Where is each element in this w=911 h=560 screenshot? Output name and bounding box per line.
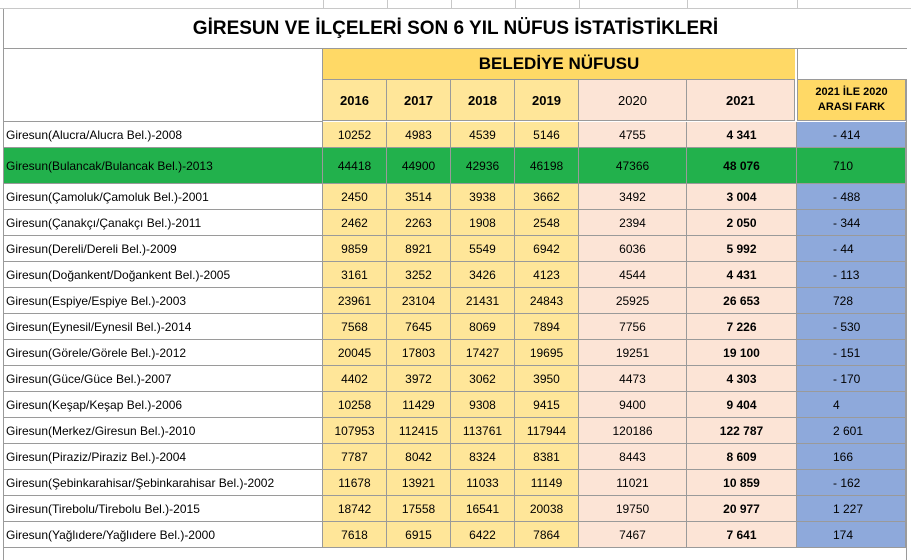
sheet-title[interactable]: GİRESUN VE İLÇELERİ SON 6 YIL NÜFUS İSTATİSTİKLERİ xyxy=(4,9,907,49)
column-divider xyxy=(323,0,324,8)
column-divider xyxy=(687,0,688,8)
value-cell-2021[interactable]: 3 004 xyxy=(687,184,797,210)
value-cell-2020[interactable]: 6036 xyxy=(579,236,687,262)
value-cell-2018[interactable]: 16541 xyxy=(451,496,515,522)
district-name-cell[interactable]: Giresun(Doğankent/Doğankent Bel.)-2005 xyxy=(4,262,323,288)
district-name-cell[interactable]: Giresun(Çanakçı/Çanakçı Bel.)-2011 xyxy=(4,210,323,236)
column-divider xyxy=(579,0,580,8)
diff-cell[interactable]: 2 601 xyxy=(797,418,906,444)
value-cell-2016[interactable]: 11678 xyxy=(323,470,387,496)
value-cell-2016[interactable]: 7787 xyxy=(323,444,387,470)
value-cell-2020[interactable]: 47366 xyxy=(579,148,687,184)
value-cell-2018[interactable]: 8324 xyxy=(451,444,515,470)
value-cell-2019[interactable]: 3662 xyxy=(515,184,579,210)
value-cell-2018[interactable]: 21431 xyxy=(451,288,515,314)
diff-header-line2: ARASI FARK xyxy=(817,101,886,113)
district-name-cell[interactable]: Giresun(Merkez/Giresun Bel.)-2010 xyxy=(4,418,323,444)
value-cell-2017[interactable]: 17803 xyxy=(387,340,451,366)
diff-cell[interactable]: - 162 xyxy=(797,470,906,496)
value-cell-2020[interactable]: 2394 xyxy=(579,210,687,236)
value-cell-2019[interactable]: 11149 xyxy=(515,470,579,496)
district-name-cell[interactable]: Giresun(Çamoluk/Çamoluk Bel.)-2001 xyxy=(4,184,323,210)
value-cell-2019[interactable]: 2548 xyxy=(515,210,579,236)
diff-cell[interactable]: - 151 xyxy=(797,340,906,366)
value-cell-2021[interactable]: 20 977 xyxy=(687,496,797,522)
district-name-cell[interactable]: Giresun(Şebinkarahisar/Şebinkarahisar Bel.)-2002 xyxy=(4,470,323,496)
value-cell-2017[interactable]: 23104 xyxy=(387,288,451,314)
year-header-2018[interactable]: 2018 xyxy=(451,80,515,121)
value-cell-2018[interactable]: 11033 xyxy=(451,470,515,496)
value-cell-2021[interactable]: 4 431 xyxy=(687,262,797,288)
value-cell-2021[interactable]: 8 609 xyxy=(687,444,797,470)
value-cell-2016[interactable]: 18742 xyxy=(323,496,387,522)
value-cell-2020[interactable]: 3492 xyxy=(579,184,687,210)
table-row xyxy=(4,184,906,210)
value-cell-2016[interactable]: 2450 xyxy=(323,184,387,210)
diff-cell[interactable]: - 44 xyxy=(797,236,906,262)
column-header-strip xyxy=(0,0,911,9)
table-row xyxy=(4,122,906,148)
value-cell-2019[interactable]: 46198 xyxy=(515,148,579,184)
table-row xyxy=(4,236,906,262)
column-divider xyxy=(515,0,516,8)
district-name-cell[interactable]: Giresun(Yağlıdere/Yağlıdere Bel.)-2000 xyxy=(4,522,323,548)
diff-cell[interactable]: 710 xyxy=(797,148,906,184)
value-cell-2020[interactable]: 120186 xyxy=(579,418,687,444)
value-cell-2017[interactable]: 3972 xyxy=(387,366,451,392)
value-cell-2020[interactable]: 19251 xyxy=(579,340,687,366)
value-cell-2017[interactable]: 6915 xyxy=(387,522,451,548)
value-cell-2020[interactable]: 11021 xyxy=(579,470,687,496)
value-cell-2020[interactable]: 19750 xyxy=(579,496,687,522)
value-cell-2018[interactable]: 1908 xyxy=(451,210,515,236)
table-row xyxy=(4,314,906,340)
value-cell-2020[interactable]: 9400 xyxy=(579,392,687,418)
value-cell-2016[interactable]: 10252 xyxy=(323,122,387,148)
value-cell-2018[interactable]: 3062 xyxy=(451,366,515,392)
value-cell-2021[interactable]: 19 100 xyxy=(687,340,797,366)
value-cell-2018[interactable]: 9308 xyxy=(451,392,515,418)
group-header-belediye[interactable]: BELEDİYE NÜFUSU xyxy=(323,49,795,80)
value-cell-2017[interactable]: 7645 xyxy=(387,314,451,340)
year-header-2017[interactable]: 2017 xyxy=(387,80,451,121)
value-cell-2016[interactable]: 2462 xyxy=(323,210,387,236)
district-name-cell[interactable]: Giresun(Eynesil/Eynesil Bel.)-2014 xyxy=(4,314,323,340)
table-row xyxy=(4,496,906,522)
district-name-cell[interactable]: Giresun(Görele/Görele Bel.)-2012 xyxy=(4,340,323,366)
district-name-cell[interactable]: Giresun(Alucra/Alucra Bel.)-2008 xyxy=(4,122,323,148)
value-cell-2017[interactable]: 8042 xyxy=(387,444,451,470)
diff-cell[interactable]: 728 xyxy=(797,288,906,314)
value-cell-2019[interactable]: 7894 xyxy=(515,314,579,340)
value-cell-2020[interactable]: 8443 xyxy=(579,444,687,470)
table-row xyxy=(4,418,906,444)
diff-cell[interactable]: 4 xyxy=(797,392,906,418)
value-cell-2019[interactable]: 24843 xyxy=(515,288,579,314)
column-divider xyxy=(797,0,798,8)
district-name-cell[interactable]: Giresun(Piraziz/Piraziz Bel.)-2004 xyxy=(4,444,323,470)
year-header-2019[interactable]: 2019 xyxy=(515,80,579,121)
value-cell-2021[interactable]: 122 787 xyxy=(687,418,797,444)
value-cell-2016[interactable]: 4402 xyxy=(323,366,387,392)
diff-cell[interactable]: - 414 xyxy=(797,122,906,148)
value-cell-2018[interactable]: 4539 xyxy=(451,122,515,148)
diff-header[interactable] xyxy=(797,80,906,121)
year-header-2020[interactable]: 2020 xyxy=(579,80,687,121)
value-cell-2019[interactable]: 4123 xyxy=(515,262,579,288)
value-cell-2017[interactable]: 17558 xyxy=(387,496,451,522)
value-cell-2021[interactable]: 2 050 xyxy=(687,210,797,236)
value-cell-2018[interactable]: 42936 xyxy=(451,148,515,184)
table-row xyxy=(4,288,906,314)
district-name-cell[interactable]: Giresun(Espiye/Espiye Bel.)-2003 xyxy=(4,288,323,314)
value-cell-2017[interactable]: 3252 xyxy=(387,262,451,288)
value-cell-2019[interactable]: 7864 xyxy=(515,522,579,548)
diff-header-line1: 2021 İLE 2020 xyxy=(815,86,888,98)
value-cell-2019[interactable]: 19695 xyxy=(515,340,579,366)
value-cell-2016[interactable]: 23961 xyxy=(323,288,387,314)
value-cell-2017[interactable]: 3514 xyxy=(387,184,451,210)
value-cell-2021[interactable]: 5 992 xyxy=(687,236,797,262)
table-row xyxy=(4,262,906,288)
value-cell-2017[interactable]: 8921 xyxy=(387,236,451,262)
header-empty-cell[interactable] xyxy=(4,49,323,122)
value-cell-2016[interactable]: 20045 xyxy=(323,340,387,366)
value-cell-2016[interactable]: 9859 xyxy=(323,236,387,262)
table-row xyxy=(4,392,906,418)
value-cell-2016[interactable]: 3161 xyxy=(323,262,387,288)
diff-cell[interactable]: - 530 xyxy=(797,314,906,340)
district-name-cell[interactable]: Giresun(Dereli/Dereli Bel.)-2009 xyxy=(4,236,323,262)
table-row xyxy=(4,470,906,496)
column-divider xyxy=(451,0,452,8)
value-cell-2018[interactable]: 17427 xyxy=(451,340,515,366)
value-cell-2017[interactable]: 112415 xyxy=(387,418,451,444)
diff-cell[interactable]: 1 227 xyxy=(797,496,906,522)
value-cell-2020[interactable]: 4755 xyxy=(579,122,687,148)
value-cell-2021[interactable]: 48 076 xyxy=(687,148,797,184)
value-cell-2018[interactable]: 5549 xyxy=(451,236,515,262)
diff-cell[interactable]: - 488 xyxy=(797,184,906,210)
value-cell-2021[interactable]: 26 653 xyxy=(687,288,797,314)
diff-cell[interactable]: - 170 xyxy=(797,366,906,392)
value-cell-2021[interactable]: 4 341 xyxy=(687,122,797,148)
value-cell-2018[interactable]: 113761 xyxy=(451,418,515,444)
value-cell-2019[interactable]: 20038 xyxy=(515,496,579,522)
value-cell-2020[interactable]: 4473 xyxy=(579,366,687,392)
value-cell-2017[interactable]: 4983 xyxy=(387,122,451,148)
value-cell-2018[interactable]: 3938 xyxy=(451,184,515,210)
value-cell-2019[interactable]: 6942 xyxy=(515,236,579,262)
value-cell-2021[interactable]: 7 226 xyxy=(687,314,797,340)
value-cell-2018[interactable]: 3426 xyxy=(451,262,515,288)
value-cell-2016[interactable]: 7618 xyxy=(323,522,387,548)
value-cell-2019[interactable]: 5146 xyxy=(515,122,579,148)
value-cell-2021[interactable]: 10 859 xyxy=(687,470,797,496)
value-cell-2020[interactable]: 7467 xyxy=(579,522,687,548)
year-header-2016[interactable]: 2016 xyxy=(323,80,387,121)
value-cell-2017[interactable]: 44900 xyxy=(387,148,451,184)
table-row xyxy=(4,522,906,548)
table-row xyxy=(4,444,906,470)
value-cell-2017[interactable]: 11429 xyxy=(387,392,451,418)
value-cell-2016[interactable]: 7568 xyxy=(323,314,387,340)
diff-cell[interactable]: - 113 xyxy=(797,262,906,288)
value-cell-2017[interactable]: 2263 xyxy=(387,210,451,236)
value-cell-2019[interactable]: 9415 xyxy=(515,392,579,418)
value-cell-2017[interactable]: 13921 xyxy=(387,470,451,496)
district-name-cell[interactable]: Giresun(Bulancak/Bulancak Bel.)-2013 xyxy=(4,148,323,184)
value-cell-2016[interactable]: 44418 xyxy=(323,148,387,184)
diff-cell[interactable]: - 344 xyxy=(797,210,906,236)
value-cell-2016[interactable]: 10258 xyxy=(323,392,387,418)
value-cell-2021[interactable]: 7 641 xyxy=(687,522,797,548)
column-divider xyxy=(387,0,388,8)
table-row xyxy=(4,366,906,392)
district-name-cell[interactable]: Giresun(Güce/Güce Bel.)-2007 xyxy=(4,366,323,392)
value-cell-2019[interactable]: 8381 xyxy=(515,444,579,470)
year-header-2021[interactable]: 2021 xyxy=(687,80,795,121)
value-cell-2021[interactable]: 9 404 xyxy=(687,392,797,418)
value-cell-2018[interactable]: 8069 xyxy=(451,314,515,340)
district-name-cell[interactable]: Giresun(Keşap/Keşap Bel.)-2006 xyxy=(4,392,323,418)
value-cell-2016[interactable]: 107953 xyxy=(323,418,387,444)
header-empty-cell-right[interactable] xyxy=(797,49,907,80)
value-cell-2020[interactable]: 7756 xyxy=(579,314,687,340)
district-name-cell[interactable]: Giresun(Tirebolu/Tirebolu Bel.)-2015 xyxy=(4,496,323,522)
table-row xyxy=(4,148,906,184)
diff-cell[interactable]: 174 xyxy=(797,522,906,548)
diff-cell[interactable]: 166 xyxy=(797,444,906,470)
value-cell-2019[interactable]: 117944 xyxy=(515,418,579,444)
value-cell-2018[interactable]: 6422 xyxy=(451,522,515,548)
value-cell-2020[interactable]: 4544 xyxy=(579,262,687,288)
table-row xyxy=(4,210,906,236)
value-cell-2020[interactable]: 25925 xyxy=(579,288,687,314)
table-row xyxy=(4,340,906,366)
value-cell-2019[interactable]: 3950 xyxy=(515,366,579,392)
value-cell-2021[interactable]: 4 303 xyxy=(687,366,797,392)
grid-right-edge xyxy=(906,9,907,560)
